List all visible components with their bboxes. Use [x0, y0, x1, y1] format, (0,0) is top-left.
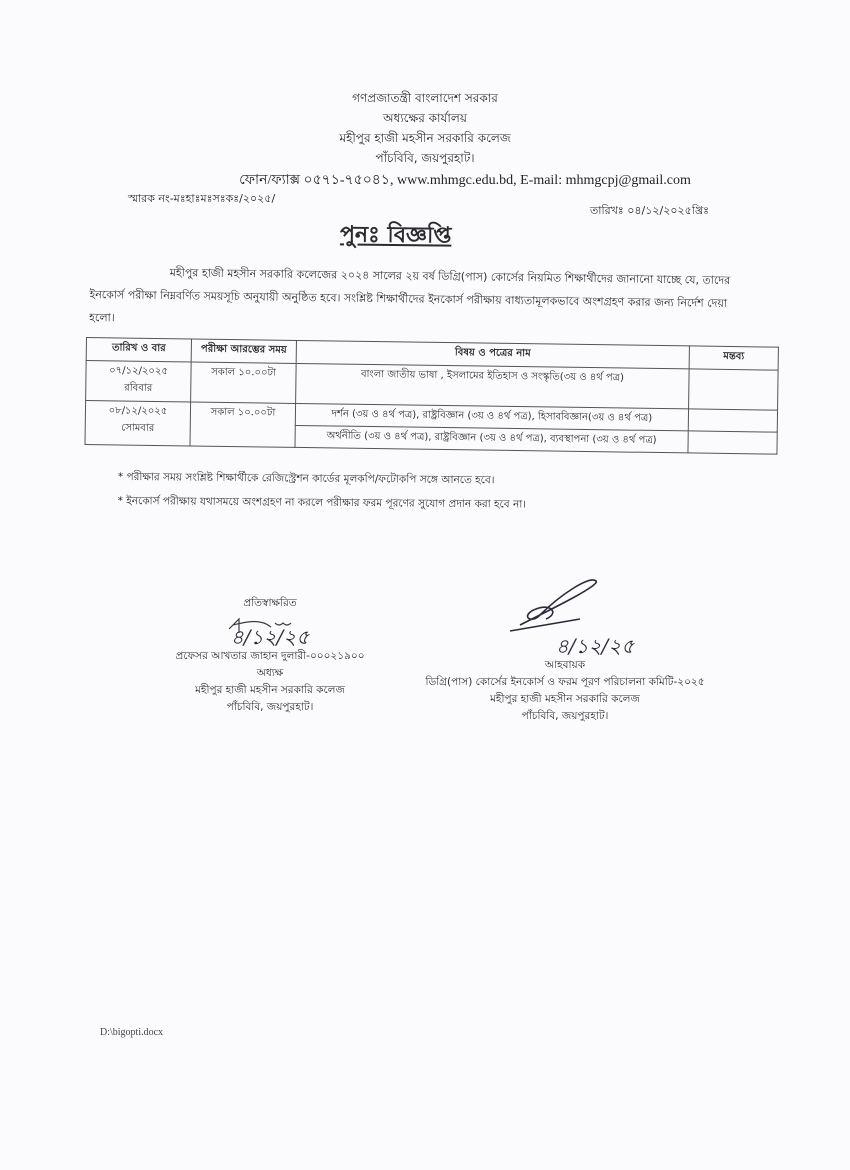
notice-title: পুনঃ বিজ্ঞপ্তি: [339, 222, 452, 249]
header-line-govt: গণপ্রজাতন্ত্রী বাংলাদেশ সরকার: [352, 91, 498, 105]
convener-institution: মহীপুর হাজী মহসীন সরকারি কলেজ: [490, 693, 640, 705]
header-line-college: মহীপুর হাজী মহসীন সরকারি কলেজ: [339, 131, 511, 145]
notes-list: [118, 465, 527, 517]
signatory-convener: [400, 635, 730, 725]
principal-designation: অধ্যক্ষ: [256, 667, 284, 679]
cell-time: সকাল ১০.০০টা: [191, 362, 297, 403]
convener-designation: আহবায়ক: [544, 659, 586, 671]
signatory-principal: [140, 595, 400, 716]
date-value: ০৮/১২/২০২৫: [108, 405, 168, 418]
cell-time: সকাল ১০.০০টা: [190, 402, 296, 447]
notice-body: মহীপুর হাজী মহসীন সরকারি কলেজের ২০২৪ সালের ২য় বর্ষ ডিগ্রি(পাস) কোর্সের নিয়মিত শিক্ষার্থীদের জানানো যাচ্ছে যে, তাদের ইনকোর্স পরীক্ষা নিম্নবর্ণিত সময়সূচি অনুযায়ী অনুষ্ঠিত হবে। সংশ্লিষ্ট শিক্ষার্থীদের ইনকোর্স পরীক্ষায় বাধ্যতামূলকভাবে অংশগ্রহণ করার জন্য নির্দেশ দেয়া হলো।: [89, 266, 731, 325]
header-line-office: অধ্যক্ষের কার্যালয়: [383, 111, 467, 125]
cell-subjects: দর্শন (৩য় ও ৪র্থ পত্র), রাষ্ট্রবিজ্ঞান (৩য় ও ৪র্থ পত্র), হিসাববিজ্ঞান(৩য় ও ৪র্থ পত্র): [295, 403, 688, 430]
col-header-subjects: বিষয় ও পত্রের নাম: [296, 340, 689, 368]
date-value: ০৭/১২/২০২৫: [109, 365, 168, 378]
countersigned-label: প্রতিস্বাক্ষরিত: [243, 597, 297, 609]
cell-remarks: [688, 431, 777, 454]
principal-institution: মহীপুর হাজী মহসীন সরকারি কলেজ: [195, 684, 345, 696]
exam-schedule-table: [84, 337, 778, 455]
signature-mark-right: [500, 575, 640, 635]
cell-remarks: [688, 409, 777, 432]
signature-mark-left: [225, 615, 295, 637]
handwritten-date: ৪/১২/২৫: [555, 634, 635, 658]
day-value: সোমবার: [121, 422, 155, 434]
col-header-remarks: মন্তব্য: [689, 346, 778, 370]
govt-header: [0, 88, 850, 168]
header-line-address: পাঁচবিবি, জয়পুরহাট।: [375, 151, 475, 165]
col-header-time: পরীক্ষা আরম্ভের সময়: [191, 339, 296, 363]
cell-remarks: [689, 369, 779, 410]
contact-line: ফোন/ফ্যাক্স ০৫৭১-৭৫০৪১, www.mhmgc.edu.bd, E-mail: mhmgcpj@gmail.com: [239, 173, 691, 188]
col-header-date: তারিখ ও বার: [86, 338, 191, 362]
cell-subjects: বাংলা জাতীয় ভাষা , ইসলামের ইতিহাস ও সংস্কৃতি(৩য় ও ৪র্থ পত্র): [296, 363, 690, 408]
convener-committee: ডিগ্রি(পাস) কোর্সের ইনকোর্স ও ফরম পূরণ পরিচালনা কমিটি-২০২৫: [425, 676, 705, 688]
day-value: রবিবার: [124, 382, 153, 394]
principal-name: প্রফেসর আখতার জাহান দুলারী-০০০২১৯০০: [175, 650, 365, 662]
note-item: * ইনকোর্স পরীক্ষায় যথাসময়ে অংশগ্রহণ না করলে পরীক্ষার ফরম পূরণের সুযোগ প্রদান করা হবে না।: [117, 494, 527, 511]
principal-address: পাঁচবিবি, জয়পুরহাট।: [226, 701, 314, 713]
cell-date: [86, 361, 192, 402]
notice-date: তারিখঃ ০৪/১২/২০২৫খ্রিঃ: [590, 204, 710, 217]
file-path-footer: D:\bigopti.docx: [100, 1027, 164, 1038]
cell-date: [85, 401, 191, 446]
memo-number: স্মারক নং-মঃহাঃমঃসঃকঃ/২০২৫/: [128, 192, 276, 205]
note-item: * পরীক্ষার সময় সংশ্লিষ্ট শিক্ষার্থীকে রেজিস্ট্রেশন কার্ডের মূলকপি/ফটোকপি সঙ্গে আনতে হবে।: [117, 470, 495, 487]
convener-address: পাঁচবিবি, জয়পুরহাট।: [521, 710, 609, 722]
handwritten-date: ৪/১২/২৫: [230, 625, 310, 649]
cell-subjects: অর্থনীতি (৩য় ও ৪র্থ পত্র), রাষ্ট্রবিজ্ঞান (৩য় ও ৪র্থ পত্র), ব্যবস্থাপনা (৩য় ও ৪র্থ পত্র): [295, 425, 688, 452]
